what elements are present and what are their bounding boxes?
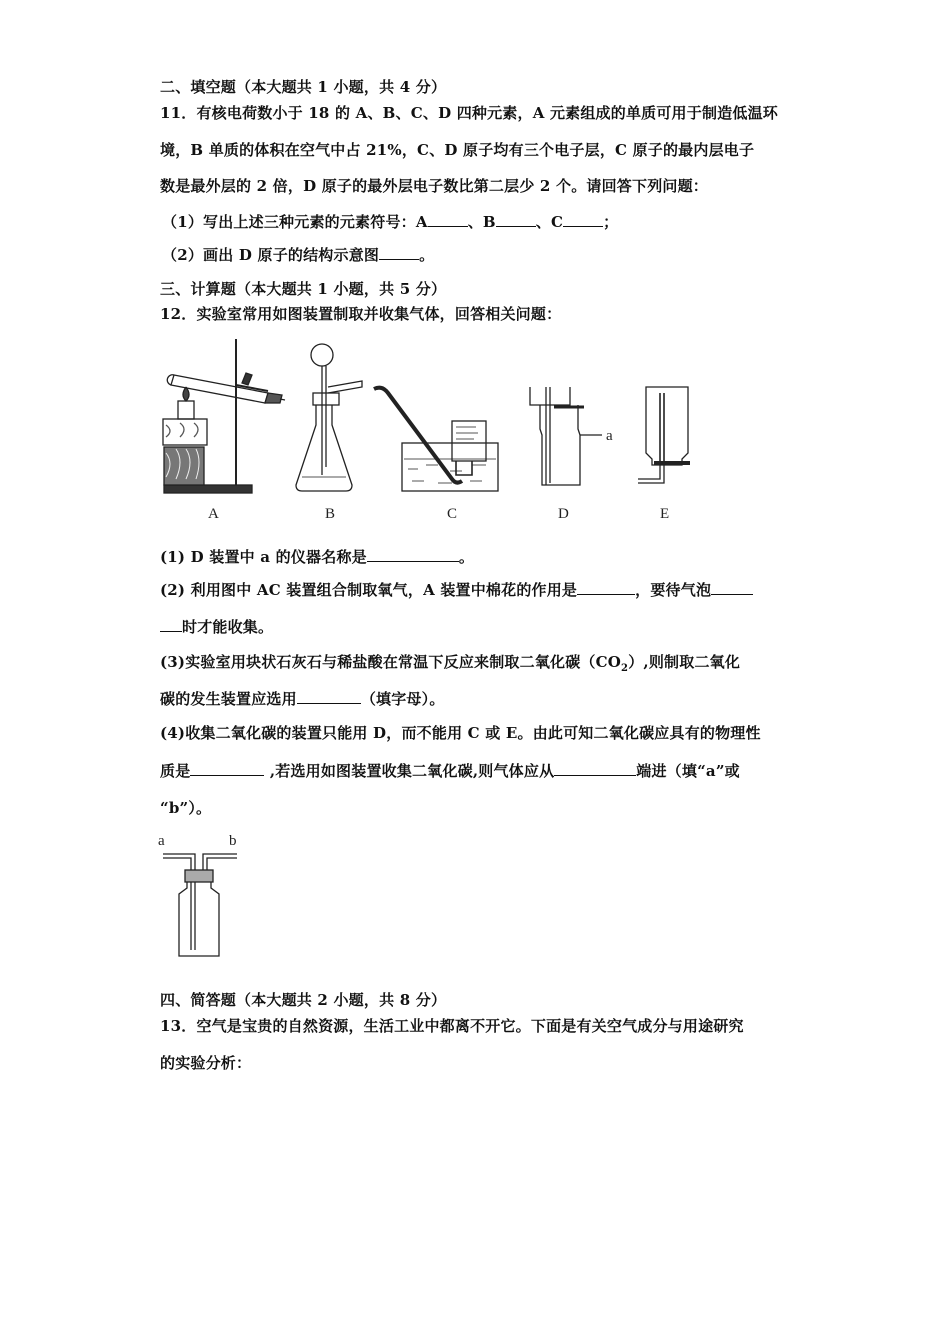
apparatus-a-heating bbox=[163, 339, 285, 493]
apparatus-d-gas-bottle bbox=[530, 387, 613, 485]
q11-part1 bbox=[162, 212, 618, 232]
apparatus-label-c: C bbox=[447, 506, 458, 522]
answer-blank-q12-4b[interactable] bbox=[554, 761, 636, 776]
apparatus-label-e: E bbox=[660, 506, 670, 522]
q12-p1-text: (1) D 装置中 a 的仪器名称是 bbox=[160, 548, 367, 566]
q12-p4-text-d: 端进（填“a”或 bbox=[636, 762, 740, 780]
q12-p4-line3: “b”）。 bbox=[160, 799, 212, 817]
q12-p3-text-a: (3)实验室用块状石灰石与稀盐酸在常温下反应来制取二氧化碳（CO bbox=[160, 653, 622, 671]
q12-p4-line1: (4)收集二氧化碳的装置只能用 D，而不能用 C 或 E。由此可知二氧化碳应具有的物理性 bbox=[160, 724, 761, 742]
label-a-on-d: a bbox=[606, 428, 613, 444]
q11-line1: 11．有核电荷数小于 18 的 A、B、C、D 四种元素，A 元素组成的单质可用于制造低温环 bbox=[160, 104, 778, 122]
section-heading-fill-blank: 二、填空题（本大题共 1 小题，共 4 分） bbox=[160, 78, 447, 96]
q12-p3-line1 bbox=[160, 652, 740, 679]
q11-part2 bbox=[162, 245, 434, 265]
apparatus-c-water-trough bbox=[374, 388, 498, 491]
answer-blank-q12-2a[interactable] bbox=[577, 580, 635, 595]
q13-line2: 的实验分析： bbox=[160, 1054, 252, 1072]
q12-p3-text-d: （填字母）。 bbox=[360, 690, 445, 708]
apparatus-label-b: B bbox=[325, 506, 336, 522]
q12-p1-end: 。 bbox=[458, 548, 475, 566]
answer-blank-d-diagram[interactable] bbox=[379, 245, 419, 260]
q12-p4-text-b: 质是 bbox=[160, 762, 191, 780]
q12-p3-text-c: 碳的发生装置应选用 bbox=[160, 690, 297, 708]
q12-p2-text-c: 时才能收集。 bbox=[182, 618, 274, 636]
apparatus-label-d: D bbox=[558, 506, 569, 522]
q12-p3-line2 bbox=[160, 689, 445, 709]
q12-p2-text-b: ，要待气泡 bbox=[635, 581, 712, 599]
q11-part2-end: 。 bbox=[419, 246, 435, 264]
q12-p3-subscript: 2 bbox=[621, 663, 629, 674]
q11-part2-text: （2）画出 D 原子的结构示意图 bbox=[162, 246, 380, 264]
q12-p2-line1 bbox=[160, 580, 753, 600]
answer-blank-q12-2b[interactable] bbox=[711, 580, 753, 595]
apparatus-b-flask bbox=[296, 344, 362, 491]
answer-blank-c[interactable] bbox=[563, 212, 603, 227]
q12-p1 bbox=[160, 547, 474, 567]
q12-p2-text-a: (2) 利用图中 AC 装置组合制取氧气，A 装置中棉花的作用是 bbox=[160, 581, 578, 599]
q12-intro: 12．实验室常用如图装置制取并收集气体，回答相关问题： bbox=[160, 305, 562, 323]
answer-blank-q12-1[interactable] bbox=[367, 547, 459, 562]
apparatus-figure bbox=[150, 335, 710, 525]
apparatus-label-a: A bbox=[208, 506, 219, 522]
gas-collecting-bottle-figure bbox=[155, 830, 245, 960]
q11-part1-text-a: （1）写出上述三种元素的元素符号：A bbox=[162, 213, 428, 231]
q11-part1-end: ； bbox=[603, 213, 619, 231]
answer-blank-b[interactable] bbox=[496, 212, 536, 227]
answer-blank-q12-4a[interactable] bbox=[190, 761, 264, 776]
apparatus-e-inverted-bottle bbox=[638, 387, 690, 483]
q12-p3-text-b: ）,则制取二氧化 bbox=[628, 653, 741, 671]
answer-blank-q12-2b-cont[interactable] bbox=[160, 617, 182, 632]
q13-line1: 13．空气是宝贵的自然资源，生活工业中都离不开它。下面是有关空气成分与用途研究 bbox=[160, 1017, 744, 1035]
q11-part1-text-b: 、B bbox=[467, 213, 496, 231]
q12-p4-line2 bbox=[160, 761, 740, 781]
section-heading-short-answer: 四、简答题（本大题共 2 小题，共 8 分） bbox=[160, 991, 447, 1009]
section-heading-calc: 三、计算题（本大题共 1 小题，共 5 分） bbox=[160, 280, 447, 298]
bottle-label-b: b bbox=[229, 833, 237, 849]
answer-blank-a[interactable] bbox=[428, 212, 468, 227]
q11-line2: 境，B 单质的体积在空气中占 21%，C、D 原子均有三个电子层，C 原子的最内层电子 bbox=[160, 141, 755, 159]
q12-p2-line2 bbox=[160, 617, 273, 637]
apparatus-labels bbox=[208, 506, 669, 522]
q12-p4-text-c: ,若选用如图装置收集二氧化碳,则气体应从 bbox=[264, 762, 555, 780]
answer-blank-q12-3[interactable] bbox=[297, 689, 361, 704]
q11-part1-text-c: 、C bbox=[535, 213, 564, 231]
q11-line3: 数是最外层的 2 倍，D 原子的最外层电子数比第二层少 2 个。请回答下列问题： bbox=[160, 177, 708, 195]
bottle-label-a: a bbox=[158, 833, 165, 849]
